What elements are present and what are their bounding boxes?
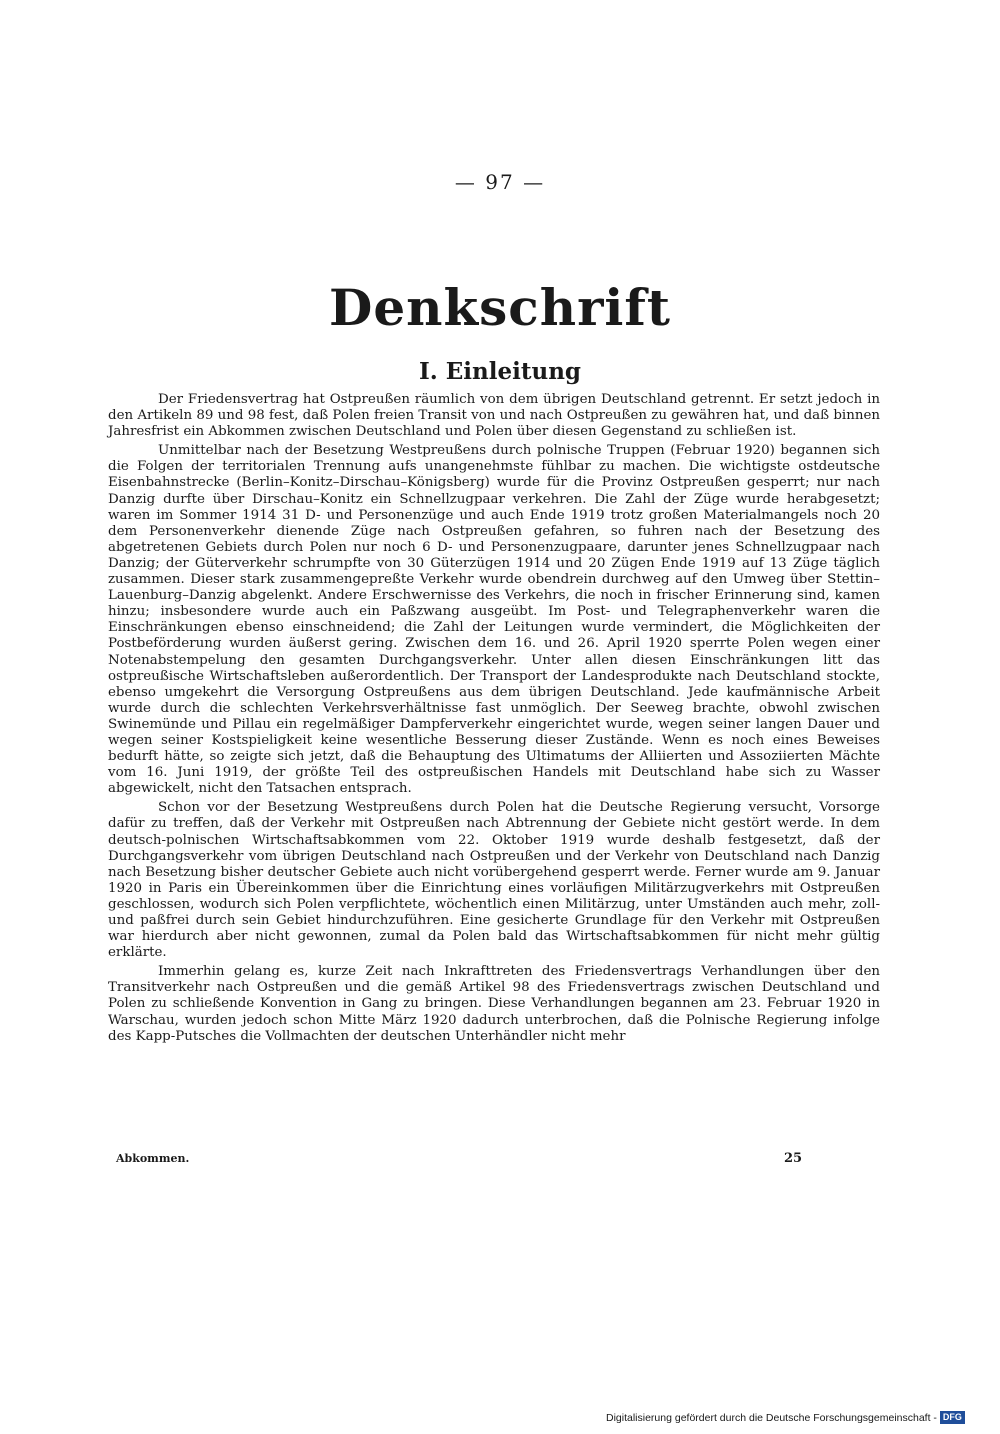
sheet-signature-label: Abkommen. [116, 1152, 190, 1165]
page-number: — 97 — [454, 170, 546, 194]
document-title: Denkschrift [328, 278, 672, 337]
dfg-logo-icon: DFG [940, 1411, 965, 1424]
credit-text: Digitalisierung gefördert durch die Deutsche Forschungsgemeinschaft - [606, 1411, 937, 1424]
digitization-credit [606, 1411, 965, 1424]
body-text [108, 392, 880, 1048]
sheet-signature-number: 25 [784, 1151, 803, 1166]
paragraph-3: Schon vor der Besetzung Westpreußens durch Polen hat die Deutsche Regierung versucht, Vorsorge dafür zu treffen, daß der Verkehr mit Ostpreußen nach Abtrennung der Gebiete nicht gestört werde. In dem deutsch-polnischen Wirtschaftsabkommen vom 22. Oktober 1919 wurde deshalb festgesetzt, daß der Durchgangsverkehr vom übrigen Deutschland nach Ostpreußen und der Verkehr von Deutschland nach Danzig nach Besetzung bisher deutscher Gebiete auch nicht vorübergehend gesperrt werde. Ferner wurde am 9. Januar 1920 in Paris ein Übereinkommen über die Einrichtung eines vorläufigen Militärzugverkehrs mit Ostpreußen geschlossen, wodurch sich Polen verpflichtete, wöchentlich einen Militärzug, unter Umständen auch mehr, zoll- und paßfrei durch sein Gebiet hindurchzuführen. Eine gesicherte Grundlage für den Verkehr mit Ostpreußen war hierdurch aber nicht gewonnen, zumal da Polen bald das Wirtschaftsabkommen für nicht mehr gültig erklärte. [108, 800, 880, 961]
paragraph-1: Der Friedensvertrag hat Ostpreußen räumlich von dem übrigen Deutschland getrennt. Er setzt jedoch in den Artikeln 89 und 98 fest, daß Polen freien Transit von und nach Ostpreußen zu gewähren hat, und daß binnen Jahresfrist ein Abkommen zwischen Deutschland und Polen über diesen Gegenstand zu schließen ist. [108, 392, 880, 440]
section-heading: I. Einleitung [418, 358, 582, 385]
paragraph-2: Unmittelbar nach der Besetzung Westpreußens durch polnische Truppen (Februar 1920) begannen sich die Folgen der territorialen Trennung aufs unangenehmste fühlbar zu machen. Die wichtigste ostdeutsche Eisenbahnstrecke (Berlin–Konitz–Dirschau–Königsberg) wurde für die Provinz Ostpreußen gesperrt; nur nach Danzig durfte über Dirschau–Konitz ein Schnellzugpaar verkehren. Die Zahl der Züge wurde herabgesetzt; waren im Sommer 1914 31 D- und Personenzüge und auch Ende 1919 trotz großen Materialmangels noch 20 dem Personenverkehr dienende Züge nach Ostpreußen gefahren, so fuhren nach der Besetzung des abgetretenen Gebiets durch Polen nur noch 6 D- und Personenzugpaare, darunter jenes Schnellzugpaar nach Danzig; der Güterverkehr schrumpfte von 30 Güterzügen 1914 und 20 Zügen Ende 1919 auf 13 Züge täglich zusammen. Dieser stark zusammengepreßte Verkehr wurde obendrein durchweg auf den Umweg über Stettin–Lauenburg–Danzig abgelenkt. Andere Erschwernisse des Verkehrs, die noch in frischer Erinnerung sind, kamen hinzu; insbesondere wurde auch ein Paßzwang ausgeübt. Im Post- und Telegraphenverkehr waren die Einschränkungen ebenso einschneidend; die Zahl der Leitungen wurde vermindert, die Möglichkeiten der Postbeförderung wurden äußerst gering. Zwischen dem 16. und 26. April 1920 sperrte Polen wegen einer Notenabstempelung den gesamten Durchgangsverkehr. Unter allen diesen Einschränkungen litt das ostpreußische Wirtschaftsleben außerordentlich. Der Transport der Landesprodukte nach Deutschland stockte, ebenso umgekehrt die Versorgung Ostpreußens aus dem übrigen Deutschland. Jede kaufmännische Arbeit wurde durch die schlechten Verkehrsverhältnisse fast unmöglich. Der Seeweg brachte, obwohl zwischen Swinemünde und Pillau ein regelmäßiger Dampferverkehr eingerichtet wurde, wegen seiner langen Dauer und wegen seiner Kostspieligkeit keine wesentliche Besserung dieser Zustände. Wenn es noch eines Beweises bedurft hätte, so zeigte sich jetzt, daß die Behauptung des Ultimatums der Alliierten und Assoziierten Mächte vom 16. Juni 1919, der größte Teil des ostpreußischen Handels mit Deutschland habe sich zu Wasser abgewickelt, nicht den Tatsachen entsprach. [108, 443, 880, 797]
paragraph-4: Immerhin gelang es, kurze Zeit nach Inkrafttreten des Friedensvertrags Verhandlungen über den Transitverkehr nach Ostpreußen und die gemäß Artikel 98 des Friedensvertrags zwischen Deutschland und Polen zu schließende Konvention in Gang zu bringen. Diese Verhandlungen begannen am 23. Februar 1920 in Warschau, wurden jedoch schon Mitte März 1920 dadurch unterbrochen, daß die Polnische Regierung infolge des Kapp-Putsches die Vollmachten der deutschen Unterhändler nicht mehr [108, 964, 880, 1044]
